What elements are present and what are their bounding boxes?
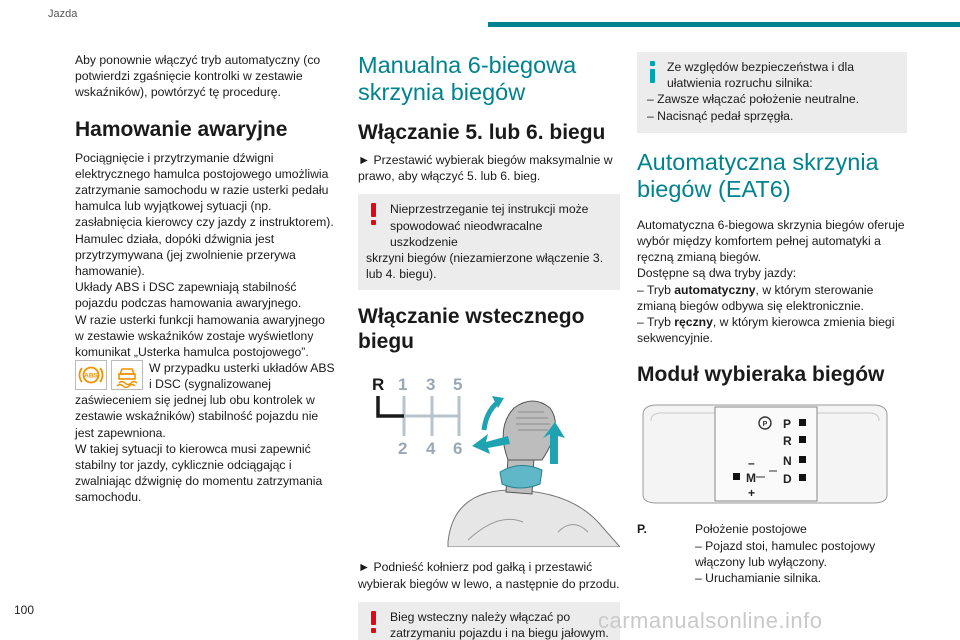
title-automatic-gearbox: Automatyczna skrzynia biegów (EAT6) (637, 148, 879, 202)
heading-5th-6th-gear: Włączanie 5. lub 6. biegu (358, 121, 606, 144)
title-manual-gearbox: Manualna 6-biegowa skrzynia biegów (358, 52, 577, 105)
selector-label-plus: + (748, 486, 756, 501)
abs-warning-icon (75, 360, 107, 390)
heading-emergency-braking: Hamowanie awaryjne (75, 117, 288, 141)
warn1-rest: skrzyni biegów (niezamierzone włączenie 3. lub 4. biegu). (366, 251, 604, 282)
def-item-2: – Uruchamianie silnika. (695, 571, 821, 586)
warning-icon (371, 203, 377, 225)
gear-label-r: R (372, 375, 385, 395)
dsc-warning-icon (111, 360, 143, 390)
warn1-line2: spowodować nieodwracalne uszkodzenie (390, 218, 543, 249)
intro-paragraph: Aby ponownie włączyć tryb automatyczny (co potwierdzi zgaśnięcie kontrolki w zestawie wskaźników), powtórzyć tę procedurę. (75, 53, 321, 100)
selector-label-p: P (783, 417, 792, 432)
abs-dsc-text-c: zaświeceniem się jednej lub obu kontrolek w zestawie wskaźników) stabilność pojazdu nie jest zapewniona. (75, 393, 319, 440)
mode-automatic-bold: automatyczny (674, 282, 756, 297)
step-5th-6th: ► Przestawić wybierak biegów maksymalnie w prawo, aby włączyć 5. lub 6. bieg. (358, 153, 613, 184)
gear-label-1: 1 (398, 375, 408, 395)
section-header: Jazda (48, 8, 78, 20)
emergency-para-2: Układy ABS i DSC zapewniają stabilność pojazdu podczas hamowania awaryjnego. (75, 280, 302, 311)
gear-label-2: 2 (398, 439, 408, 459)
abs-dsc-text-b: i DSC (sygnalizowanej (149, 377, 271, 392)
auto-para-2: Dostępne są dwa tryby jazdy: (637, 266, 797, 281)
auto-para-1: Automatyczna 6-biegowa skrzynia biegów oferuje wybór między komfortem pełnej automatyki a ręczną zmianą biegów. (637, 217, 905, 265)
gear-selector-illustration (637, 401, 893, 507)
mode-manual-bold: ręczny (674, 315, 713, 330)
warn2-line1: Bieg wsteczny należy włączać po (390, 609, 571, 624)
warning-lamps-row (75, 360, 337, 390)
watermark: carmanualsonline.info (598, 608, 823, 633)
gear-label-3: 3 (426, 375, 436, 395)
auto-mode-1: – Tryb automatyczny, w którym sterowanie zmianą biegów odbywa się elektronicznie. (637, 282, 874, 313)
gear-label-5: 5 (453, 375, 463, 395)
svg-text:P: P (762, 421, 768, 429)
warn1-line1: Nieprzestrzeganie tej instrukcji może (390, 202, 589, 217)
selector-label-d: D (783, 472, 792, 487)
warning-box-2 (358, 602, 620, 640)
gear-label-4: 4 (426, 439, 436, 459)
def-item-1: – Pojazd stoi, hamulec postojowy włączony lub wyłączony. (695, 538, 876, 569)
abs-icon-text: ABS (84, 372, 98, 380)
info-icon (650, 61, 656, 83)
info-box (637, 52, 907, 133)
warn2-line2: zatrzymaniu pojazdu i na biegu jałowym. (390, 626, 609, 640)
emergency-para-5: W takiej sytuacji to kierowca musi zapewnić stabilny tor jazdy, cyklicznie odciągając i zwalniając dźwignię do momentu zatrzymania samochodu. (75, 441, 323, 505)
def-term-p: P. (637, 522, 647, 537)
emergency-para-3: W razie usterki funkcji hamowania awaryjnego w zestawie wskaźników zostaje wyświetlony komunikat „Usterka hamulca postojowego”. (75, 312, 325, 360)
selector-label-r: R (783, 434, 792, 449)
definition-p (637, 521, 907, 586)
reverse-gear-illustration (358, 372, 620, 547)
column-2 (358, 52, 620, 640)
step-reverse: ► Podnieść kołnierz pod gałką i przestawić wybierak biegów w lewo, a następnie do przodu. (358, 560, 620, 591)
info-item1: – Zawsze włączać położenie neutralne. (647, 92, 860, 107)
page-number: 100 (14, 603, 35, 617)
selector-label-minus: – (748, 456, 755, 471)
header-accent-bar (488, 22, 960, 27)
info-line2: ułatwienia rozruchu silnika: (667, 76, 813, 91)
def-title: Położenie postojowe (695, 522, 807, 537)
abs-dsc-text-a: W przypadku usterki układów ABS (149, 361, 335, 376)
info-item2: – Nacisnąć pedał sprzęgła. (647, 108, 794, 123)
gear-label-6: 6 (453, 439, 463, 459)
heading-reverse-gear: Włączanie wstecznego biegu (358, 305, 585, 354)
column-3 (637, 52, 907, 586)
heading-selector-module: Moduł wybieraka biegów (637, 363, 885, 387)
selector-label-m: M (746, 471, 756, 486)
emergency-para-1: Pociągnięcie i przytrzymanie dźwigni elektrycznego hamulca postojowego umożliwia zatrzymanie samochodu w razie usterki pedału hamulca lub wyjątkowej sytuacji (np. zasłabnięcia kierowcy czy jazdy z instruktorem). Hamulec działa, dopóki dźwignia jest przytrzymywana (jej zwolnienie przerywa hamowanie). (75, 150, 334, 279)
selector-label-n: N (783, 454, 792, 469)
warning-icon (371, 611, 377, 633)
auto-mode-2: – Tryb ręczny, w którym kierowca zmienia biegi sekwencyjnie. (637, 315, 895, 346)
column-1 (75, 52, 337, 506)
warning-box-1 (358, 194, 620, 290)
info-line1: Ze względów bezpieczeństwa i dla (667, 60, 854, 74)
